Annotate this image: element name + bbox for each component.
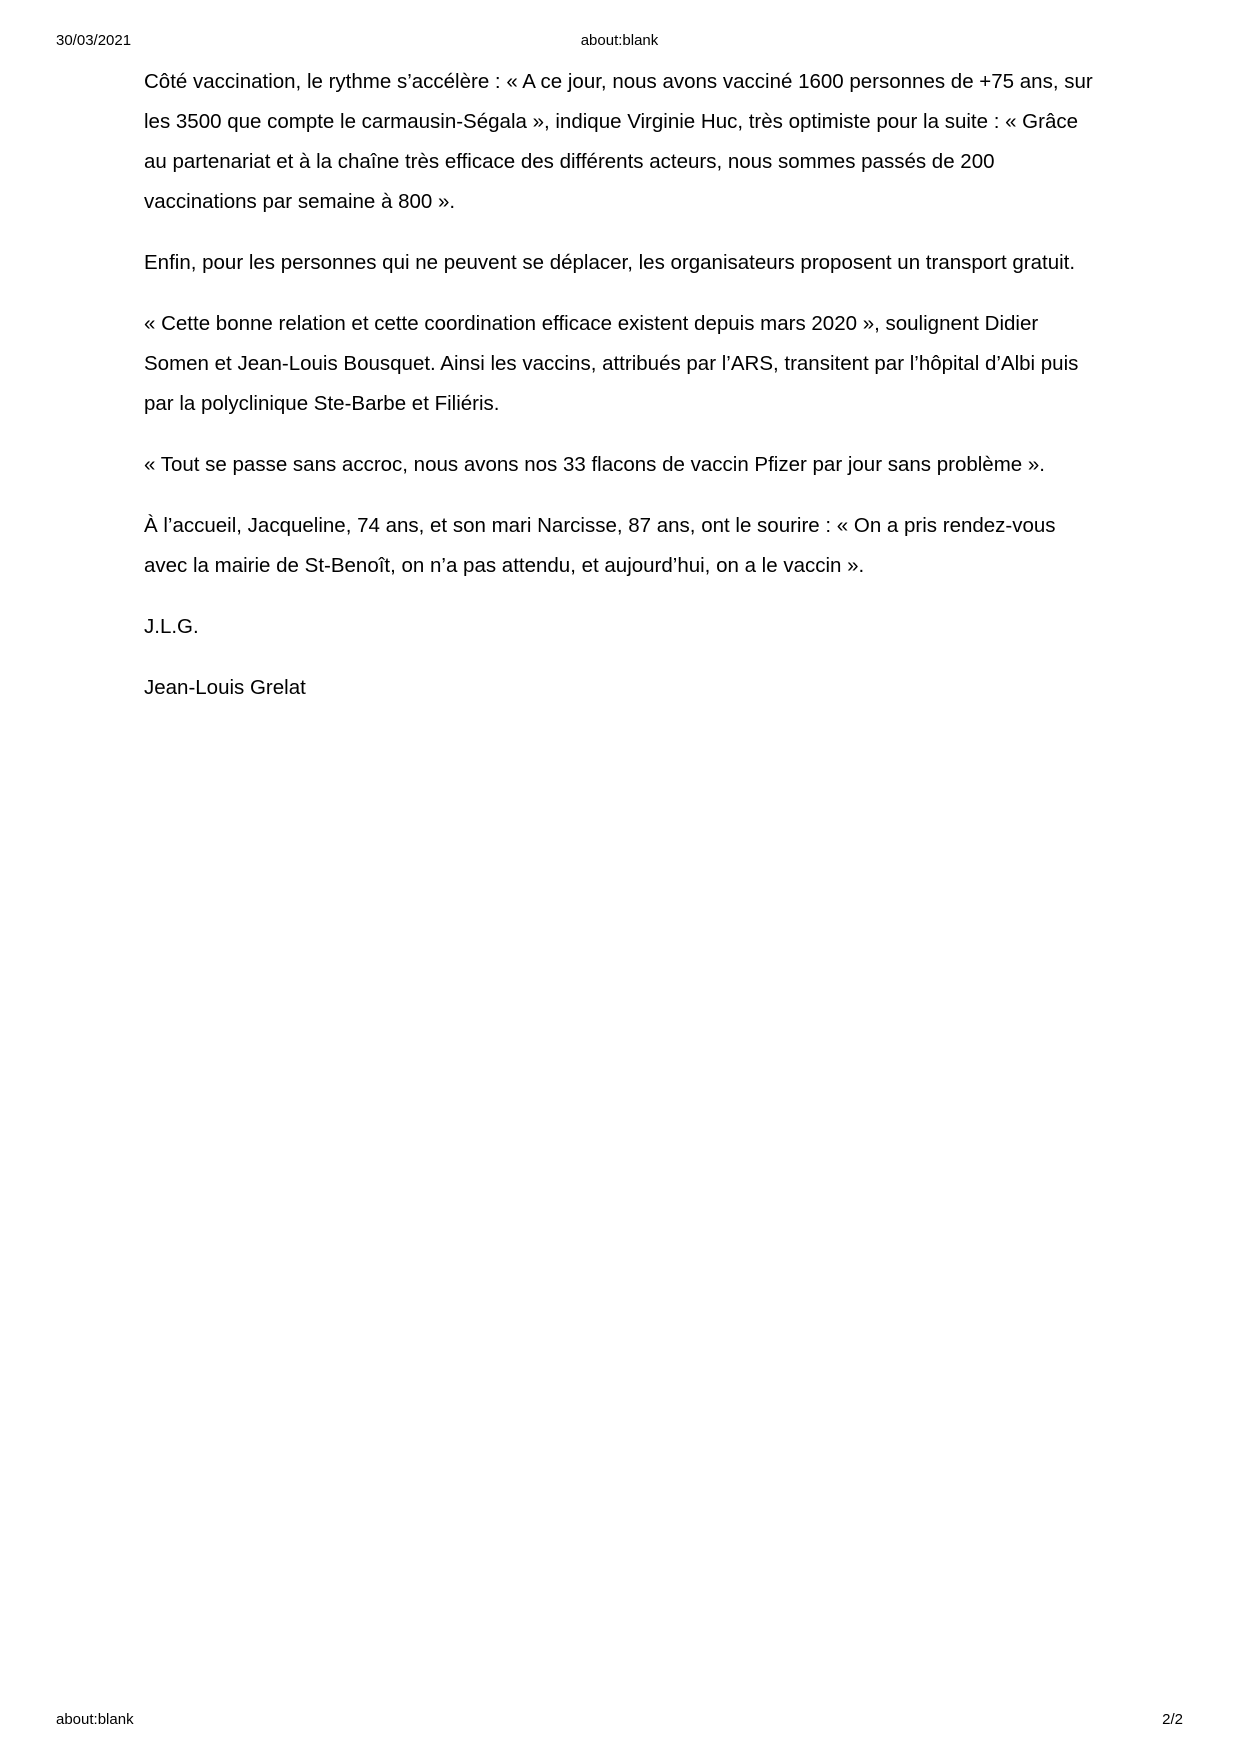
- print-date: 30/03/2021: [56, 32, 132, 49]
- paragraph-free-transport: Enfin, pour les personnes qui ne peuvent se déplacer, les organisateurs proposent un transport gratuit.: [144, 251, 1076, 274]
- print-url-header: about:blank: [580, 32, 659, 49]
- paragraph-reception: À l’accueil, Jacqueline, 74 ans, et son mari Narcisse, 87 ans, ont le sourire : « On a pris rendez-vous avec la mairie de St-Benoît, on n’a pas attendu, et aujourd’hui, on a le vaccin ».: [144, 514, 1056, 577]
- paragraph-vaccination-pace: Côté vaccination, le rythme s’accélère : « A ce jour, nous avons vacciné 1600 personnes de +75 ans, sur les 3500 que compte le carmausin-Ségala », indique Virginie Huc, très optimiste pour la suite : « Grâce au partenariat et à la chaîne très efficace des différents acteurs, nous sommes passés de 200 vaccinations par semaine à 800 ».: [144, 70, 1093, 213]
- author-initials: J.L.G.: [144, 615, 199, 638]
- paragraph-coordination: « Cette bonne relation et cette coordination efficace existent depuis mars 2020 », soulignent Didier Somen et Jean-Louis Bousquet. Ainsi les vaccins, attribués par l’ARS, transitent par l’hôpital d’Albi puis par la polyclinique Ste-Barbe et Filiéris.: [144, 312, 1079, 415]
- article-body: [144, 62, 1104, 729]
- author-name: Jean-Louis Grelat: [144, 676, 306, 699]
- page-number: 2/2: [1162, 1711, 1183, 1728]
- paragraph-pfizer-vials: « Tout se passe sans accroc, nous avons nos 33 flacons de vaccin Pfizer par jour sans problème ».: [144, 453, 1045, 476]
- print-url-footer: about:blank: [56, 1711, 134, 1728]
